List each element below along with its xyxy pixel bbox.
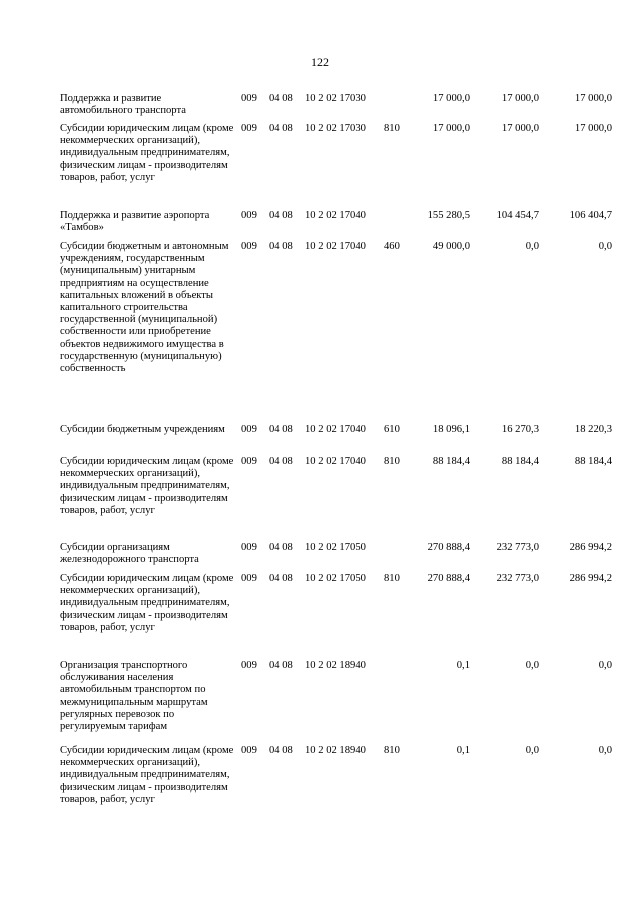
- row-amount-3: 0,0: [598, 745, 612, 756]
- row-cs: 10 2 02 18940: [305, 745, 366, 756]
- row-amount-2: 17 000,0: [501, 123, 539, 134]
- row-cs: 10 2 02 17050: [305, 542, 366, 553]
- row-cs: 10 2 02 17030: [305, 93, 366, 104]
- row-name: Субсидии организациям железнодорожного транспорта: [60, 542, 199, 566]
- row-rz: 04 08: [269, 745, 293, 756]
- row-amount-2: 16 270,3: [501, 424, 539, 435]
- row-vr: 810: [384, 573, 400, 584]
- row-gr: 009: [241, 424, 257, 435]
- row-amount-3: 106 404,7: [569, 210, 612, 221]
- row-vr: 610: [384, 424, 400, 435]
- row-rz: 04 08: [269, 210, 293, 221]
- row-amount-3: 18 220,3: [574, 424, 612, 435]
- row-name: Поддержка и развитие автомобильного транспорта: [60, 93, 186, 117]
- row-rz: 04 08: [269, 241, 293, 252]
- row-amount-1: 155 280,5: [427, 210, 470, 221]
- row-name: Поддержка и развитие аэропорта «Тамбов»: [60, 210, 210, 234]
- row-rz: 04 08: [269, 660, 293, 671]
- row-rz: 04 08: [269, 456, 293, 467]
- row-gr: 009: [241, 542, 257, 553]
- row-amount-3: 17 000,0: [574, 123, 612, 134]
- row-rz: 04 08: [269, 424, 293, 435]
- row-amount-2: 232 773,0: [496, 542, 539, 553]
- row-name: Субсидии бюджетным учреждениям: [60, 424, 225, 435]
- row-amount-2: 104 454,7: [496, 210, 539, 221]
- row-cs: 10 2 02 17040: [305, 424, 366, 435]
- page-number: 122: [311, 55, 329, 69]
- row-amount-3: 286 994,2: [569, 542, 612, 553]
- row-gr: 009: [241, 745, 257, 756]
- row-gr: 009: [241, 210, 257, 221]
- row-gr: 009: [241, 93, 257, 104]
- row-amount-1: 270 888,4: [427, 542, 470, 553]
- row-cs: 10 2 02 17040: [305, 210, 366, 221]
- row-amount-1: 18 096,1: [432, 424, 470, 435]
- row-amount-3: 0,0: [598, 660, 612, 671]
- row-amount-1: 17 000,0: [432, 123, 470, 134]
- row-rz: 04 08: [269, 542, 293, 553]
- row-name: Субсидии юридическим лицам (кроме некоммерческих организаций), индивидуальным предпринимателям, физическим лицам - производителям товаров, работ, услуг: [60, 745, 234, 805]
- row-vr: 460: [384, 241, 400, 252]
- row-gr: 009: [241, 573, 257, 584]
- row-amount-2: 0,0: [525, 745, 539, 756]
- row-name: Субсидии бюджетным и автономным учреждениям, государственным (муниципальным) унитарным предприятиям на осуществление капитальных вложений в объекты капитального строительства государственной (муниципальной) собственности или приобретение объектов недвижимого имущества в государственную (муниципальную) собственность: [60, 241, 229, 375]
- row-rz: 04 08: [269, 573, 293, 584]
- row-vr: 810: [384, 745, 400, 756]
- row-vr: 810: [384, 123, 400, 134]
- row-gr: 009: [241, 456, 257, 467]
- row-amount-1: 270 888,4: [427, 573, 470, 584]
- row-cs: 10 2 02 17050: [305, 573, 366, 584]
- row-name: Субсидии юридическим лицам (кроме некоммерческих организаций), индивидуальным предпринимателям, физическим лицам - производителям товаров, работ, услуг: [60, 456, 234, 516]
- row-amount-2: 0,0: [525, 241, 539, 252]
- row-cs: 10 2 02 17030: [305, 123, 366, 134]
- row-amount-1: 0,1: [456, 660, 470, 671]
- row-amount-3: 286 994,2: [569, 573, 612, 584]
- row-cs: 10 2 02 17040: [305, 456, 366, 467]
- row-amount-1: 17 000,0: [432, 93, 470, 104]
- row-vr: 810: [384, 456, 400, 467]
- row-amount-3: 0,0: [598, 241, 612, 252]
- row-amount-2: 17 000,0: [501, 93, 539, 104]
- row-rz: 04 08: [269, 123, 293, 134]
- row-amount-1: 88 184,4: [432, 456, 470, 467]
- row-cs: 10 2 02 17040: [305, 241, 366, 252]
- row-amount-2: 0,0: [525, 660, 539, 671]
- row-name: Субсидии юридическим лицам (кроме некоммерческих организаций), индивидуальным предпринимателям, физическим лицам - производителям товаров, работ, услуг: [60, 123, 234, 183]
- row-gr: 009: [241, 660, 257, 671]
- row-amount-1: 0,1: [456, 745, 470, 756]
- row-amount-2: 88 184,4: [501, 456, 539, 467]
- row-rz: 04 08: [269, 93, 293, 104]
- row-amount-3: 88 184,4: [574, 456, 612, 467]
- row-amount-2: 232 773,0: [496, 573, 539, 584]
- row-name: Субсидии юридическим лицам (кроме некоммерческих организаций), индивидуальным предпринимателям, физическим лицам - производителям товаров, работ, услуг: [60, 573, 234, 633]
- row-gr: 009: [241, 241, 257, 252]
- row-gr: 009: [241, 123, 257, 134]
- row-amount-1: 49 000,0: [432, 241, 470, 252]
- row-cs: 10 2 02 18940: [305, 660, 366, 671]
- row-amount-3: 17 000,0: [574, 93, 612, 104]
- row-name: Организация транспортного обслуживания населения автомобильным транспортом по межмуниципальным маршрутам регулярных перевозок по регулируемым тарифам: [60, 660, 208, 733]
